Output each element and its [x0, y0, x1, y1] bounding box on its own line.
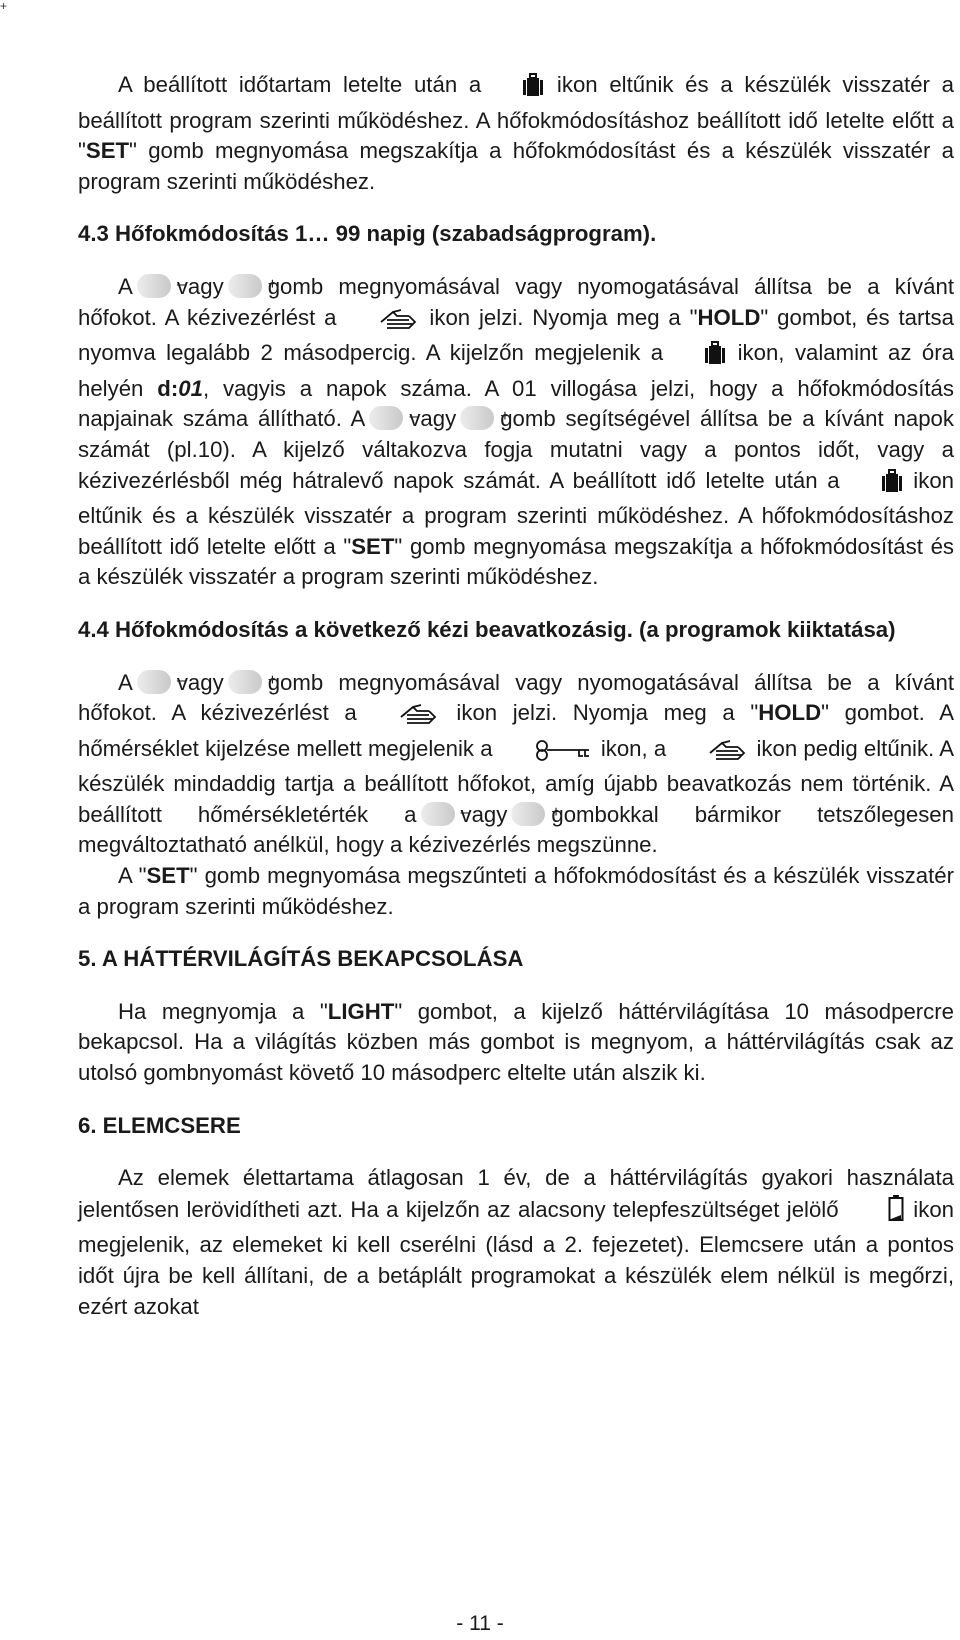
minus-button-icon [137, 670, 171, 694]
section-4-3-paragraph [78, 272, 954, 593]
intro-paragraph [78, 70, 954, 197]
text-run: " gombot, és tartsa nyomva legalább 2 másodpercig. A kijelzőn megjelenik a [78, 304, 954, 366]
text-run: gomb segítségével állítsa be a kívánt napok számát (pl.10). A kijelző váltakozva fogja mutatni vagy a pontos időt, vagy a kézivezérlésből még hátralevő napok számát. A beállított idő letelte után a [78, 406, 954, 493]
plus-button-icon [228, 274, 262, 298]
text-run: gombokkal bármikor tetszőlegesen megváltoztatható anélkül, hogy a kézivezérlés megszünne. [78, 801, 954, 858]
text-run: ikon pedig eltűnik. A készülék mindaddig tartja a beállított hőfokot, amíg újabb beavatkozás nem történik. A beállított hőmérsékletérték a [78, 735, 955, 827]
hold-label: HOLD [697, 304, 761, 330]
minus-button-icon [137, 274, 171, 298]
text-run: " gomb megnyomása megszakítja a hőfokmódosítást és a készülék visszatér a program szerinti működéshez. [78, 533, 954, 590]
text-run: vagy [409, 406, 457, 432]
plus-button-icon [511, 802, 545, 826]
section-6-paragraph [78, 1163, 954, 1322]
day-display-value: 01 [178, 375, 203, 401]
text-run: vagy [460, 801, 508, 827]
text-run: ikon, a [600, 735, 667, 761]
battery-icon [848, 1194, 904, 1231]
text-run: vagy [176, 273, 224, 299]
text-run: ikon jelzi. Nyomja meg a " [429, 304, 698, 330]
minus-button-icon [421, 802, 455, 826]
set-label: SET [351, 533, 395, 559]
key-icon [495, 739, 593, 770]
text-run: " gombot. A hőmérséklet kijelzése mellett megjelenik a [78, 700, 955, 761]
section-4-4-set-paragraph [78, 861, 954, 922]
plus-button-icon [228, 670, 262, 694]
minus-button-icon [369, 406, 403, 430]
text-run: ikon, valamint az óra helyén [78, 340, 954, 401]
text-run: ikon eltűnik és a készülék visszatér a program szerinti működéshez. A hőfokmódosításhoz beállított idő letelte előtt a " [78, 467, 954, 559]
plus-button-icon [460, 406, 494, 430]
text-run: ikon megjelenik, az elemeket ki kell cserélni (lásd a 2. fejezetet). Elemcsere után a pontos időt újra be kell állítani, de a betáplált programokat a készülék elem nélkül is megőrzi, ezért azokat [78, 1196, 954, 1319]
suitcase-icon [842, 469, 902, 502]
heading-4-3: 4.3 Hőfokmódosítás 1… 99 napig (szabadságprogram). [78, 221, 657, 247]
hold-label: HOLD [758, 700, 822, 726]
text-run: Az elemek élettartama átlagosan 1 év, de a háttérvilágítás gyakori használata jelentősen lerövidítheti azt. Ha a kijelzőn az alacsony telepfeszültséget jelölő [78, 1165, 954, 1222]
text-run: ikon eltűnik és a készülék visszatér a beállított program szerinti működéshez. A hőfokmódosításhoz beállított idő letelte előtt a " [78, 72, 954, 164]
suitcase-icon [665, 341, 725, 374]
hand-icon [359, 703, 439, 734]
hand-icon [339, 308, 419, 339]
text-run: " gombot, a kijelző háttérvilágítása 10 másodpercre bekapcsol. Ha a világítás közben más gombot is megnyom, a háttérvilágítás csak az utolsó gombnyomást követő 10 másodperc eltelte után alszik ki. [78, 998, 954, 1086]
hand-icon [668, 739, 748, 770]
text-run: gomb megnyomásával vagy nyomogatásával állítsa be a kívánt hőfokot. A kézivezérlést a [78, 273, 954, 330]
text-run: " gomb megnyomása megszűnteti a hőfokmódosítást és a készülék visszatér a program szerinti működéshez. [78, 863, 954, 919]
text-run: A " [118, 863, 147, 889]
corner-mark: + [0, 0, 8, 13]
light-label: LIGHT [327, 998, 395, 1024]
section-4-4-paragraph [78, 668, 954, 862]
text-run: ikon jelzi. Nyomja meg a " [456, 700, 759, 726]
suitcase-icon [483, 73, 543, 106]
section-5-paragraph [78, 997, 954, 1089]
text-run: Ha megnyomja a " [118, 998, 328, 1024]
heading-6: 6. ELEMCSERE [78, 1112, 241, 1138]
text-run: A beállított időtartam letelte után a [118, 72, 482, 97]
text-run: A [118, 273, 133, 299]
text-run: , vagyis a napok száma. A 01 villogása jelzi, hogy a hőfokmódosítás napjainak száma állítható. A [78, 375, 954, 432]
set-label: SET [146, 863, 190, 889]
text-run: " gomb megnyomása megszakítja a hőfokmódosítást és a készülék visszatér a program szerinti működéshez. [78, 138, 954, 194]
heading-4-4: 4.4 Hőfokmódosítás a következő kézi beavatkozásig. (a programok kiiktatása) [78, 616, 896, 642]
text-run: vagy [176, 669, 224, 695]
day-display-label: d: [157, 375, 179, 401]
text-run: A [118, 669, 133, 695]
document-page [78, 70, 954, 1322]
page-number: - 11 - [456, 1612, 504, 1635]
set-label: SET [85, 138, 130, 164]
heading-5: 5. A HÁTTÉRVILÁGÍTÁS BEKAPCSOLÁSA [78, 946, 524, 972]
text-run: gomb megnyomásával vagy nyomogatásával állítsa be a kívánt hőfokot. A kézivezérlést a [78, 669, 954, 726]
